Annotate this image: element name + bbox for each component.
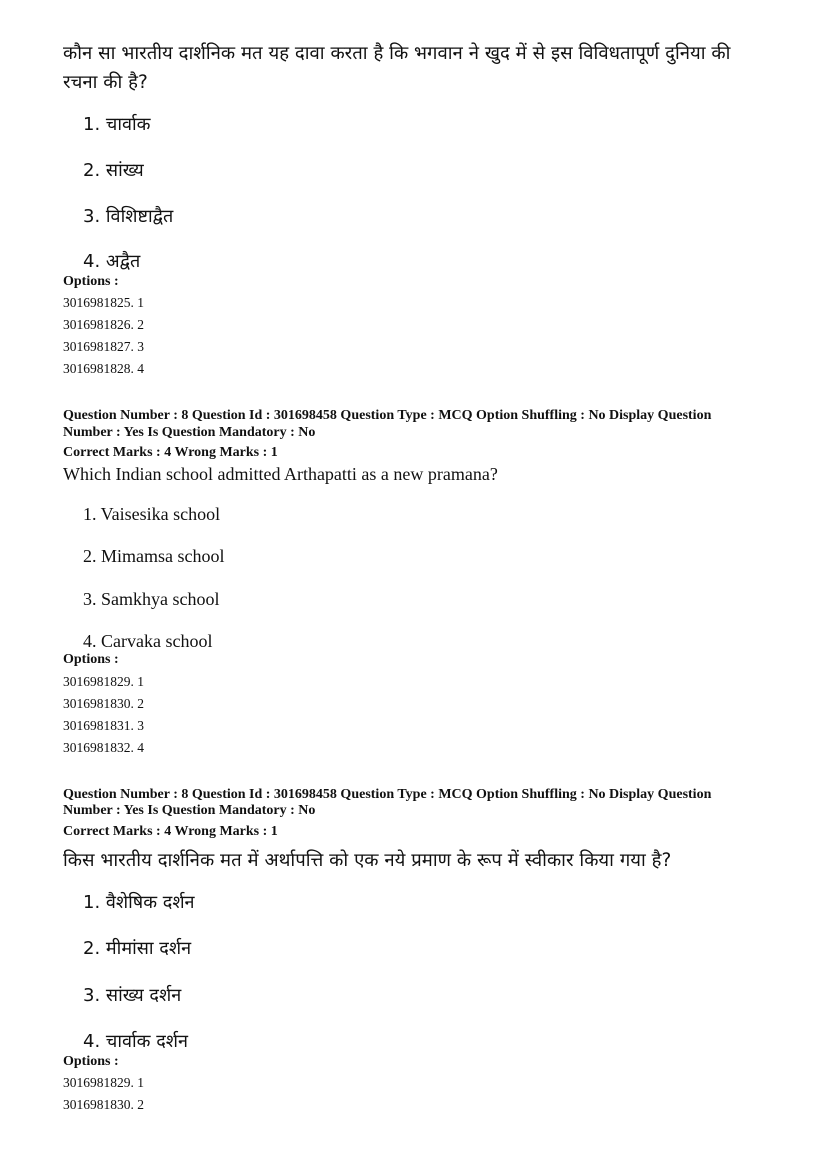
question-text: Which Indian school admitted Arthapatti as a new pramana?	[63, 464, 498, 484]
answer-choice: 4. Carvaka school	[83, 631, 213, 651]
option-id: 3016981826. 2	[63, 317, 144, 332]
answer-choice: 1. Vaisesika school	[83, 504, 221, 524]
option-id: 3016981827. 3	[63, 339, 144, 354]
question-text-line: कौन सा भारतीय दार्शनिक मत यह दावा करता है कि भगवान ने खुद में से इस विविधतापूर्ण दुनिया की	[63, 43, 731, 64]
option-id: 3016981832. 4	[63, 740, 144, 755]
option-id: 3016981831. 3	[63, 718, 144, 733]
options-label: Options :	[63, 652, 119, 667]
answer-choice: 4. चार्वाक दर्शन	[83, 1031, 188, 1052]
question-marks: Correct Marks : 4 Wrong Marks : 1	[63, 445, 278, 460]
option-id: 3016981825. 1	[63, 295, 144, 310]
answer-choice: 2. मीमांसा दर्शन	[83, 938, 192, 959]
options-label: Options :	[63, 274, 119, 289]
option-id: 3016981830. 2	[63, 696, 144, 711]
answer-choice: 3. Samkhya school	[83, 589, 220, 609]
option-id: 3016981828. 4	[63, 361, 144, 376]
question-text: किस भारतीय दार्शनिक मत में अर्थापत्ति को एक नये प्रमाण के रूप में स्वीकार किया गया है?	[63, 850, 672, 871]
option-id: 3016981829. 1	[63, 674, 144, 689]
answer-choice: 1. वैशेषिक दर्शन	[83, 892, 195, 913]
answer-choice: 3. विशिष्टाद्वैत	[83, 206, 174, 227]
answer-choice: 4. अद्वैत	[83, 251, 141, 272]
answer-choice: 2. Mimamsa school	[83, 546, 225, 566]
answer-choice: 2. सांख्य	[83, 160, 144, 181]
question-meta-line: Question Number : 8 Question Id : 301698458 Question Type : MCQ Option Shuffling : No Display Question	[63, 408, 712, 423]
question-text-line: रचना की है?	[63, 72, 148, 93]
question-meta-line: Number : Yes Is Question Mandatory : No	[63, 425, 316, 440]
answer-choice: 1. चार्वाक	[83, 114, 151, 135]
options-label: Options :	[63, 1054, 119, 1069]
option-id: 3016981829. 1	[63, 1075, 144, 1090]
question-marks: Correct Marks : 4 Wrong Marks : 1	[63, 824, 278, 839]
option-id: 3016981830. 2	[63, 1097, 144, 1112]
answer-choice: 3. सांख्य दर्शन	[83, 985, 182, 1006]
question-meta-line: Number : Yes Is Question Mandatory : No	[63, 803, 316, 818]
question-meta-line: Question Number : 8 Question Id : 301698458 Question Type : MCQ Option Shuffling : No Display Question	[63, 787, 712, 802]
